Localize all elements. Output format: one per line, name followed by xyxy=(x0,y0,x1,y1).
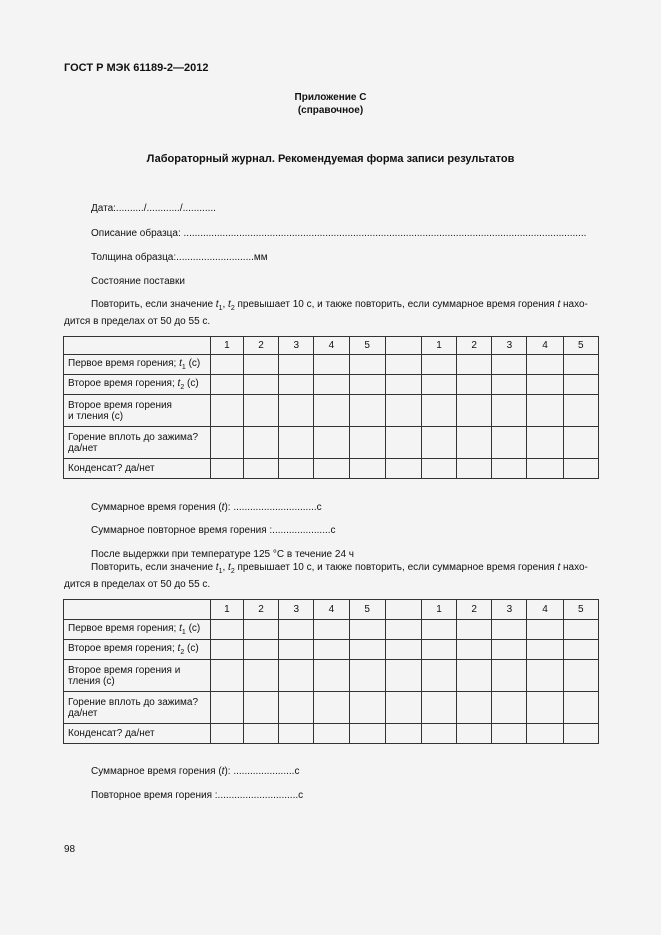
row-label: Первое время горения; $t_1$ (с) xyxy=(64,620,211,640)
header-cell: 2 xyxy=(243,600,278,620)
entry-cell[interactable] xyxy=(210,459,243,479)
entry-cell[interactable] xyxy=(492,459,527,479)
entry-cell[interactable] xyxy=(457,692,492,724)
row-label: Первое время горения; $t_1$ (с) xyxy=(64,355,211,375)
entry-cell[interactable] xyxy=(210,724,243,744)
entry-cell[interactable] xyxy=(243,395,278,427)
repeat-instruction-line2: дится в пределах от 50 до 55 с. xyxy=(64,316,211,327)
entry-cell[interactable] xyxy=(279,620,314,640)
date-field: Дата:........../............/............ xyxy=(91,203,216,214)
entry-cell[interactable] xyxy=(243,640,278,660)
delivery-state-field: Состояние поставки xyxy=(91,276,185,287)
table-row xyxy=(64,355,599,375)
header-cell: 3 xyxy=(492,600,527,620)
entry-cell[interactable] xyxy=(527,640,563,660)
table-row xyxy=(64,640,599,660)
entry-cell[interactable] xyxy=(563,620,598,640)
appendix-subtitle: (справочное) xyxy=(297,105,364,116)
repeat-instruction-1 xyxy=(64,298,599,328)
entry-cell[interactable] xyxy=(243,660,278,692)
entry-cell[interactable] xyxy=(314,724,349,744)
header-cell: 4 xyxy=(527,600,563,620)
entry-cell[interactable] xyxy=(492,375,527,395)
row-label: Конденсат? да/нет xyxy=(64,724,211,744)
entry-cell[interactable] xyxy=(563,724,598,744)
row-label: Второе время горения; $t_2$ (с) xyxy=(64,640,211,660)
entry-cell[interactable] xyxy=(210,355,243,375)
entry-cell[interactable] xyxy=(421,640,456,660)
entry-cell[interactable] xyxy=(457,459,492,479)
table-row xyxy=(64,620,599,640)
entry-cell[interactable] xyxy=(349,692,385,724)
entry-cell[interactable] xyxy=(421,375,456,395)
entry-cell[interactable] xyxy=(492,724,527,744)
entry-cell[interactable] xyxy=(421,724,456,744)
entry-cell[interactable] xyxy=(527,620,563,640)
header-cell xyxy=(64,337,211,355)
table-row xyxy=(64,660,599,692)
repeat-instruction-line: Повторить, если значение $t_1$, $t_2$ превышает 10 с, и также повторить, если суммарное время горения t нахо- xyxy=(91,299,588,312)
total-burn-time-field: Суммарное время горения (t): ..............................с xyxy=(91,502,322,513)
entry-cell[interactable] xyxy=(314,375,349,395)
entry-cell[interactable] xyxy=(279,355,314,375)
entry-cell[interactable] xyxy=(314,427,349,459)
row-label: Конденсат? да/нет xyxy=(64,459,211,479)
entry-cell[interactable] xyxy=(563,640,598,660)
entry-cell[interactable] xyxy=(243,692,278,724)
entry-cell[interactable] xyxy=(563,692,598,724)
header-cell: 1 xyxy=(210,337,243,355)
entry-cell[interactable] xyxy=(492,660,527,692)
header-cell: 5 xyxy=(349,337,385,355)
header-cell: 3 xyxy=(492,337,527,355)
entry-cell[interactable] xyxy=(243,459,278,479)
total-repeat-burn-time-field: Суммарное повторное время горения :.....................с xyxy=(91,525,336,536)
entry-cell[interactable] xyxy=(563,660,598,692)
entry-cell[interactable] xyxy=(314,640,349,660)
entry-cell[interactable] xyxy=(527,355,563,375)
table-header-row xyxy=(64,600,599,620)
entry-cell[interactable] xyxy=(349,427,385,459)
entry-cell[interactable] xyxy=(527,427,563,459)
entry-cell[interactable] xyxy=(314,620,349,640)
table-row xyxy=(64,692,599,724)
total-burn-time-field-2: Суммарное время горения (t): ......................с xyxy=(91,766,300,777)
entry-cell[interactable] xyxy=(492,355,527,375)
entry-cell[interactable] xyxy=(243,355,278,375)
header-cell xyxy=(385,600,421,620)
entry-cell[interactable] xyxy=(279,660,314,692)
entry-cell[interactable] xyxy=(492,620,527,640)
entry-cell[interactable] xyxy=(492,640,527,660)
entry-cell[interactable] xyxy=(527,724,563,744)
repeat-burn-time-field-2: Повторное время горения :.............................с xyxy=(91,790,304,801)
entry-cell[interactable] xyxy=(279,692,314,724)
entry-cell[interactable] xyxy=(314,459,349,479)
table-row xyxy=(64,395,599,427)
entry-cell[interactable] xyxy=(279,724,314,744)
entry-cell[interactable] xyxy=(243,427,278,459)
row-label: Второе время горения и тления (с) xyxy=(64,395,211,427)
entry-cell[interactable] xyxy=(349,459,385,479)
table-row xyxy=(64,427,599,459)
entry-cell[interactable] xyxy=(385,640,421,660)
entry-cell[interactable] xyxy=(279,375,314,395)
entry-cell[interactable] xyxy=(279,459,314,479)
table-row xyxy=(64,375,599,395)
entry-cell[interactable] xyxy=(314,395,349,427)
entry-cell[interactable] xyxy=(457,395,492,427)
header-cell: 1 xyxy=(421,600,456,620)
table-header-row xyxy=(64,337,599,355)
entry-cell[interactable] xyxy=(457,660,492,692)
header-cell: 3 xyxy=(279,337,314,355)
entry-cell[interactable] xyxy=(210,640,243,660)
entry-cell[interactable] xyxy=(563,427,598,459)
results-table-1 xyxy=(63,336,599,479)
entry-cell[interactable] xyxy=(243,620,278,640)
appendix-title: Приложение С xyxy=(294,92,367,103)
header-cell: 3 xyxy=(279,600,314,620)
entry-cell[interactable] xyxy=(457,640,492,660)
entry-cell[interactable] xyxy=(563,355,598,375)
row-label: Второе время горения и тления (с) xyxy=(64,660,211,692)
entry-cell[interactable] xyxy=(385,395,421,427)
entry-cell[interactable] xyxy=(492,427,527,459)
entry-cell[interactable] xyxy=(385,427,421,459)
entry-cell[interactable] xyxy=(279,640,314,660)
standard-header: ГОСТ Р МЭК 61189-2—2012 xyxy=(64,62,209,74)
entry-cell[interactable] xyxy=(314,692,349,724)
entry-cell[interactable] xyxy=(385,692,421,724)
entry-cell[interactable] xyxy=(385,375,421,395)
entry-cell[interactable] xyxy=(457,620,492,640)
results-table-2 xyxy=(63,599,599,744)
entry-cell[interactable] xyxy=(563,459,598,479)
entry-cell[interactable] xyxy=(210,620,243,640)
entry-cell[interactable] xyxy=(210,692,243,724)
entry-cell[interactable] xyxy=(349,395,385,427)
header-cell: 5 xyxy=(349,600,385,620)
row-label: Второе время горения; $t_2$ (с) xyxy=(64,375,211,395)
row-label: Горение вплоть до зажима? да/нет xyxy=(64,427,211,459)
entry-cell[interactable] xyxy=(385,660,421,692)
entry-cell[interactable] xyxy=(349,620,385,640)
entry-cell[interactable] xyxy=(385,620,421,640)
entry-cell[interactable] xyxy=(457,427,492,459)
header-cell: 2 xyxy=(457,337,492,355)
header-cell: 2 xyxy=(243,337,278,355)
entry-cell[interactable] xyxy=(492,395,527,427)
header-cell: 5 xyxy=(563,600,598,620)
row-label: Горение вплоть до зажима? да/нет xyxy=(64,692,211,724)
entry-cell[interactable] xyxy=(421,660,456,692)
entry-cell[interactable] xyxy=(210,427,243,459)
entry-cell[interactable] xyxy=(385,459,421,479)
page-number: 98 xyxy=(64,844,76,855)
entry-cell[interactable] xyxy=(457,724,492,744)
entry-cell[interactable] xyxy=(492,692,527,724)
entry-cell[interactable] xyxy=(210,375,243,395)
entry-cell[interactable] xyxy=(279,395,314,427)
entry-cell[interactable] xyxy=(210,660,243,692)
entry-cell[interactable] xyxy=(385,724,421,744)
exposure-line: После выдержки при температуре 125 °С в течение 24 ч xyxy=(91,549,354,560)
entry-cell[interactable] xyxy=(457,355,492,375)
header-cell: 5 xyxy=(563,337,598,355)
entry-cell[interactable] xyxy=(314,660,349,692)
entry-cell[interactable] xyxy=(421,459,456,479)
thickness-field: Толщина образца:............................мм xyxy=(91,252,268,263)
entry-cell[interactable] xyxy=(385,355,421,375)
entry-cell[interactable] xyxy=(457,375,492,395)
table-row xyxy=(64,459,599,479)
entry-cell[interactable] xyxy=(527,459,563,479)
entry-cell[interactable] xyxy=(527,375,563,395)
header-cell: 1 xyxy=(210,600,243,620)
table-row xyxy=(64,724,599,744)
header-cell: 4 xyxy=(314,337,349,355)
entry-cell[interactable] xyxy=(421,395,456,427)
entry-cell[interactable] xyxy=(527,660,563,692)
entry-cell[interactable] xyxy=(349,375,385,395)
entry-cell[interactable] xyxy=(349,724,385,744)
entry-cell[interactable] xyxy=(314,355,349,375)
entry-cell[interactable] xyxy=(421,355,456,375)
description-field: Описание образца: ................................................................................................................................................. xyxy=(91,228,587,239)
entry-cell[interactable] xyxy=(243,724,278,744)
entry-cell[interactable] xyxy=(349,660,385,692)
repeat-instruction-line: Повторить, если значение $t_1$, $t_2$ превышает 10 с, и также повторить, если суммарное время горения t нахо- xyxy=(91,562,588,575)
header-cell: 2 xyxy=(457,600,492,620)
entry-cell[interactable] xyxy=(527,692,563,724)
header-cell xyxy=(64,600,211,620)
repeat-instruction-line2: дится в пределах от 50 до 55 с. xyxy=(64,579,211,590)
entry-cell[interactable] xyxy=(563,395,598,427)
header-cell: 4 xyxy=(527,337,563,355)
header-cell: 4 xyxy=(314,600,349,620)
entry-cell[interactable] xyxy=(349,355,385,375)
header-cell: 1 xyxy=(421,337,456,355)
entry-cell[interactable] xyxy=(210,395,243,427)
repeat-instruction-2 xyxy=(64,548,599,591)
entry-cell[interactable] xyxy=(421,620,456,640)
entry-cell[interactable] xyxy=(349,640,385,660)
entry-cell[interactable] xyxy=(527,395,563,427)
entry-cell[interactable] xyxy=(243,375,278,395)
entry-cell[interactable] xyxy=(421,692,456,724)
section-title: Лабораторный журнал. Рекомендуемая форма записи результатов xyxy=(146,153,515,165)
entry-cell[interactable] xyxy=(421,427,456,459)
entry-cell[interactable] xyxy=(563,375,598,395)
entry-cell[interactable] xyxy=(279,427,314,459)
header-cell xyxy=(385,337,421,355)
